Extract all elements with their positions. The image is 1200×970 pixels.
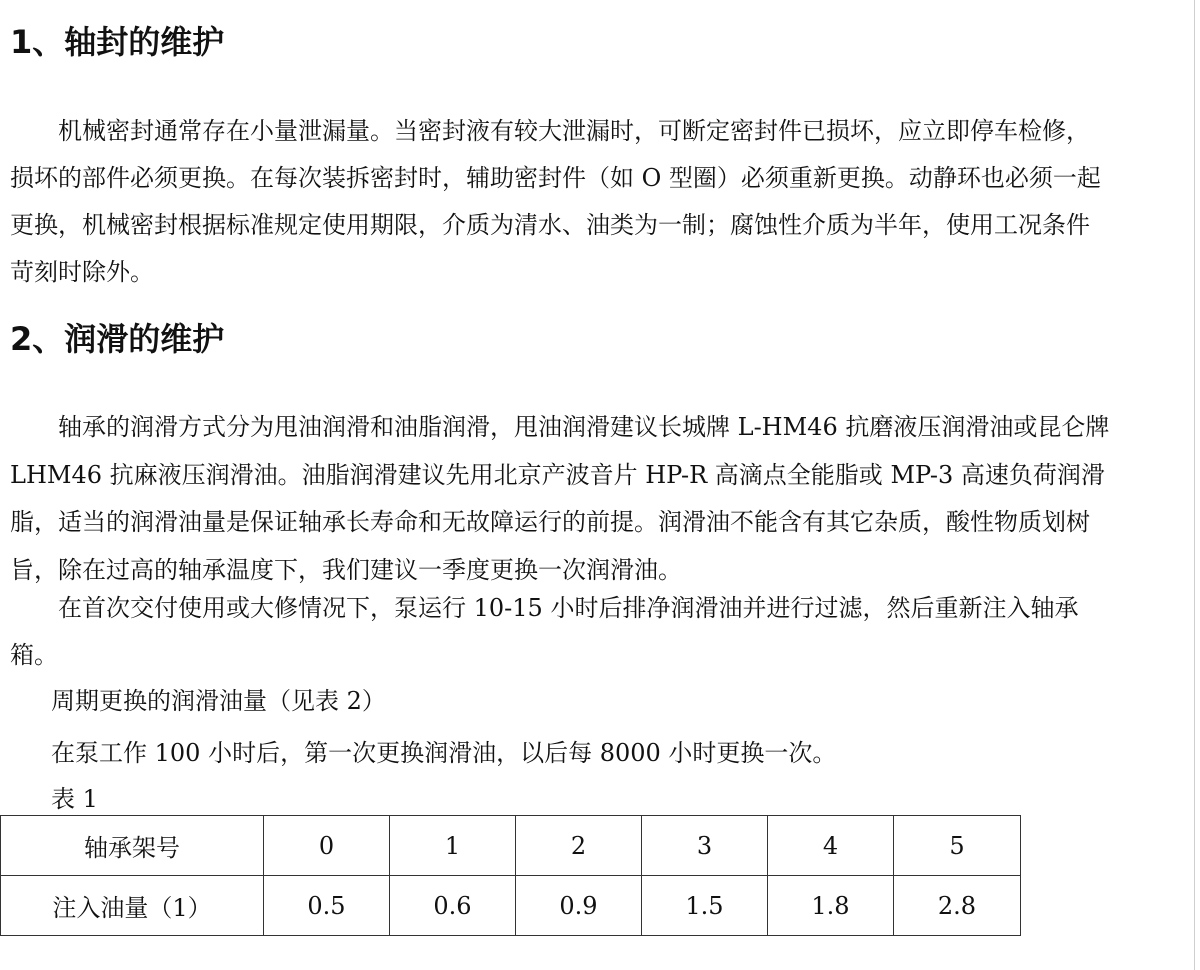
table-cell: 4 <box>768 816 894 876</box>
table-cell: 2.8 <box>894 876 1021 936</box>
section-heading-lubrication: 2、润滑的维护 <box>10 320 225 358</box>
oil-quantity-table <box>0 815 1021 936</box>
table-caption: 表 1 <box>51 785 98 813</box>
table-cell: 0 <box>264 816 390 876</box>
table-row <box>1 816 1021 876</box>
paragraph-lubrication-method: 轴承的润滑方式分为甩油润滑和油脂润滑，甩油润滑建议长城牌 L-HM46 抗磨液压润滑油或昆仑牌 LHM46 抗麻液压润滑油。油脂润滑建议先用北京产波音片 HP-R 高滴点全能脂或 MP-3 高速负荷润滑脂，适当的润滑油量是保证轴承长寿命和无故障运行的前提。润滑油不能含有其它杂质，酸性物质划树旨，除在过高的轴承温度下，我们建议一季度更换一次润滑油。 <box>10 413 1110 584</box>
table-cell: 3 <box>642 816 768 876</box>
table-cell: 0.5 <box>264 876 390 936</box>
line-oil-change-schedule: 在泵工作 100 小时后，第一次更换润滑油，以后每 8000 小时更换一次。 <box>51 739 837 767</box>
table-cell: 0.6 <box>390 876 516 936</box>
table-cell: 2 <box>516 816 642 876</box>
table-row-header: 注入油量（1） <box>1 876 264 936</box>
table-cell: 0.9 <box>516 876 642 936</box>
table-cell: 1.8 <box>768 876 894 936</box>
table-cell: 5 <box>894 816 1021 876</box>
table-cell: 1.5 <box>642 876 768 936</box>
paragraph-first-use: 在首次交付使用或大修情况下，泵运行 10-15 小时后排净润滑油并进行过滤，然后重新注入轴承箱。 <box>10 594 1079 669</box>
line-periodic-oil-amount: 周期更换的润滑油量（见表 2） <box>51 687 386 715</box>
table-row-header: 轴承架号 <box>1 816 264 876</box>
table-cell: 1 <box>390 816 516 876</box>
paragraph-shaft-seal: 机械密封通常存在小量泄漏量。当密封液有较大泄漏时，可断定密封件已损坏，应立即停车检修，损坏的部件必须更换。在每次装拆密封时，辅助密封件（如 O 型圈）必须重新更换。动静环也必须一起更换，机械密封根据标准规定使用期限，介质为清水、油类为一制；腐蚀性介质为半年，使用工况条件苛刻时除外。 <box>10 117 1101 286</box>
section-heading-shaft-seal: 1、轴封的维护 <box>10 23 225 61</box>
page-edge-line <box>1194 0 1195 970</box>
table-row <box>1 876 1021 936</box>
